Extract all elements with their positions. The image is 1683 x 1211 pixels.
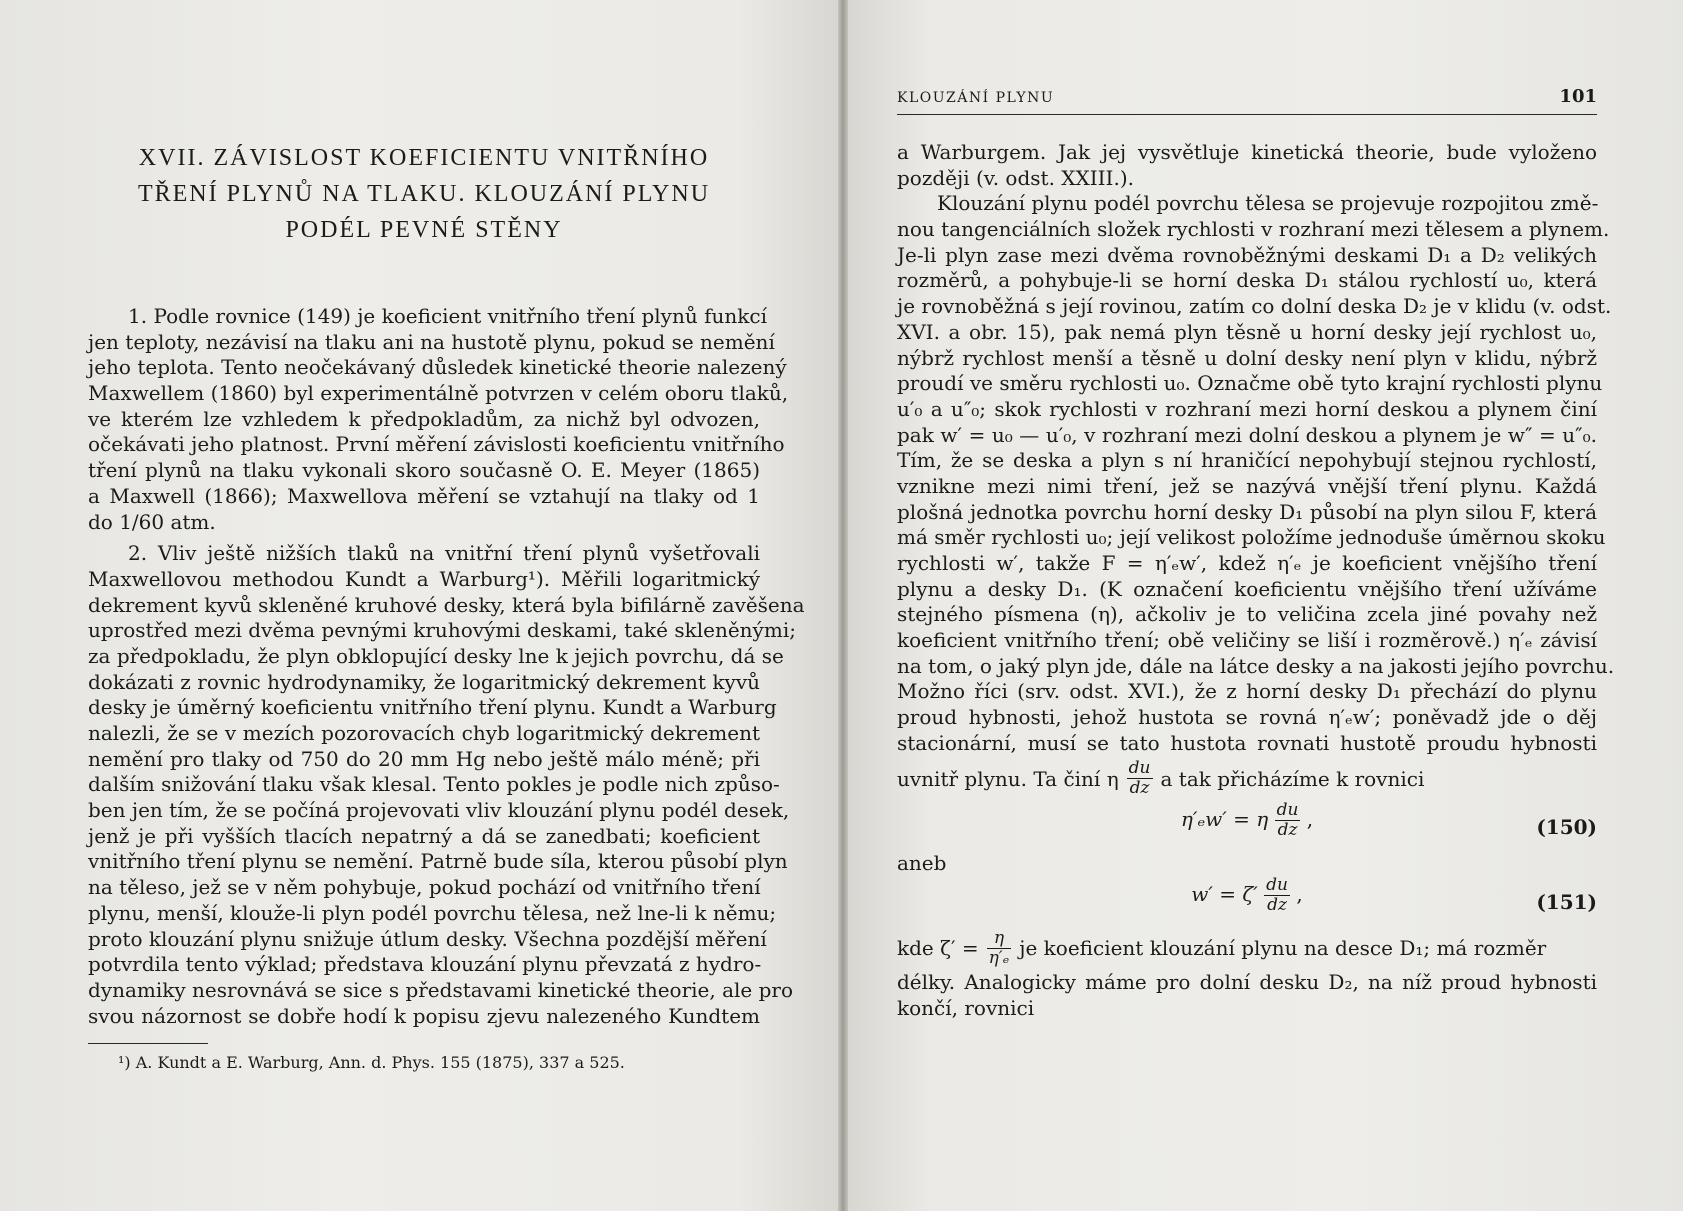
- text-line: nýbrž rychlost menší a těsně u dolní desky není plyn v klidu, nýbrž: [897, 345, 1597, 370]
- eq151-fraction: [1264, 876, 1290, 915]
- text-line: uprostřed mezi dvěma pevnými kruhovými deskami, také skleněnými;: [88, 618, 796, 643]
- paragraph-1: [88, 304, 789, 535]
- text-line: svou názornost se dobře hodí k popisu zjevu nalezeného Kundtem: [88, 1003, 760, 1028]
- text-line: dynamiky nesrovnává se sice s představami kinetické theorie, ale pro: [88, 977, 794, 1002]
- inline-eq-text-before: uvnitř plynu. Ta činí η: [897, 766, 1119, 791]
- inline-eq-text-after: a tak přicházíme k rovnici: [1160, 766, 1425, 791]
- text-line: do 1/60 atm.: [88, 509, 216, 534]
- text-line: vnitřního tření plynu se nemění. Patrně bude síla, kterou působí plyn: [88, 849, 788, 874]
- chapter-title-line-2: TŘENÍ PLYNŮ NA TLAKU. KLOUZÁNÍ PLYNU: [137, 181, 711, 207]
- aneb-word: aneb: [897, 850, 947, 875]
- eq150-numerator: du: [1276, 799, 1299, 820]
- text-line: koeficient vnitřního tření; obě veličiny se liší i rozměrově.) η′ₑ závisí: [897, 628, 1597, 653]
- paragraph-3: [897, 191, 1615, 756]
- eq150-right: ,: [1306, 806, 1314, 831]
- footnote-rule: [88, 1043, 208, 1044]
- chapter-title: [88, 140, 760, 248]
- text-line: a Warburgem. Jak jej vysvětluje kinetická theorie, bude vyloženo: [897, 140, 1597, 164]
- text-line: očekávati jeho platnost. První měření závislosti koeficientu vnitřního: [88, 432, 785, 457]
- text-line: rozměrů, a pohybuje-li se horní deska D₁ stálou rychlostí u₀, která: [897, 268, 1597, 293]
- text-line: nalezli, že se v mezích pozorovacích chyb logaritmický dekrement: [88, 721, 760, 745]
- text-line: jenž je při vyšších tlacích nepatrný a dá se zanedbati; koeficient: [88, 823, 760, 848]
- text-line: stejného písmena (η), ačkoliv je to veličina zcela jiné povahy než: [897, 602, 1597, 627]
- eq151-right: ,: [1296, 882, 1303, 907]
- text-line: plynu, menší, klouže-li plyn podél povrchu tělesa, než lne-li k němu;: [88, 900, 777, 925]
- text-line: na tom, o jaký plyn jde, dále na látce desky a na jakosti jejího povrchu.: [897, 653, 1615, 678]
- text-line: je rovnoběžná s její rovinou, zatím co dolní deska D₂ je v klidu (v. odst.: [897, 294, 1612, 319]
- text-line: Maxwellovou methodou Kundt a Warburg¹). Měřili logaritmický: [88, 566, 760, 591]
- text-line: potvrdila tento výklad; představa klouzání plynu převzatá z hydro-: [88, 952, 762, 977]
- eq151-numerator: du: [1266, 875, 1288, 896]
- text-line: a Maxwell (1866); Maxwellova měření se vztahují na tlaky od 1: [88, 483, 760, 508]
- text-line: stacionární, musí se tato hustota rovnati hustotě proudu hybnosti: [897, 730, 1597, 755]
- text-line: vznikne mezi nimi tření, jež se nazývá vnější tření plynu. Každá: [897, 473, 1597, 498]
- text-line: na těleso, jež se v něm pohybuje, pokud pochází od vnitřního tření: [88, 875, 761, 900]
- text-line: nou tangenciálních složek rychlosti v rozhraní mezi tělesem a plynem.: [897, 217, 1610, 242]
- left-page: [0, 0, 838, 1211]
- equation-number-151: (151): [1536, 890, 1597, 915]
- text-line: desky je úměrný koeficientu vnitřního tření plynu. Kundt a Warburg: [88, 695, 777, 720]
- fraction-denominator: dz: [1129, 778, 1150, 798]
- chapter-title-line-1: XVII. ZÁVISLOST KOEFICIENTU VNITŘNÍHO: [138, 145, 710, 171]
- text-line: jeho teplota. Tento neočekávaný důsledek kinetické theorie nalezený: [88, 355, 787, 380]
- text-line: za předpokladu, že plyn obklopující desky lne k jejich povrchu, dá se: [88, 643, 784, 668]
- right-text-column: [897, 140, 1615, 1022]
- text-line: proudí ve směru rychlosti u₀. Označme obě tyto krajní rychlosti plynu: [897, 371, 1603, 396]
- equation-151: [897, 876, 1597, 926]
- text-line: XVI. a obr. 15), pak nemá plyn těsně u horní desky její rychlost u₀,: [897, 319, 1597, 344]
- eq151-left: w′ = ζ′: [1191, 882, 1258, 907]
- running-head: [897, 88, 1597, 115]
- equation-number-150: (150): [1536, 814, 1597, 839]
- text-line: nemění pro tlaky od 750 do 20 mm Hg nebo ještě málo méně; při: [88, 746, 760, 771]
- eq150-fraction: [1275, 801, 1301, 840]
- text-line: 1. Podle rovnice (149) je koeficient vnitřního tření plynů funkcí: [128, 304, 767, 328]
- text-line: má směr rychlosti u₀; její velikost položíme jednoduše úměrnou skoku: [897, 525, 1606, 550]
- equation-150: [897, 801, 1597, 851]
- text-line: pak w′ = u₀ — u′₀, v rozhraní mezi dolní deskou a plynem je w″ = u″₀.: [897, 422, 1597, 447]
- text-line: plynu a desky D₁. (K označení koeficientu vnějšího tření užíváme: [897, 576, 1597, 601]
- eq151-denominator: dz: [1267, 895, 1287, 916]
- fraction-numerator: du: [1128, 758, 1151, 778]
- kde-line: [897, 926, 1597, 970]
- left-text-column: [88, 140, 805, 1074]
- inline-equation-line: [897, 757, 1597, 801]
- eq150-left: η′ₑw′ = η: [1180, 806, 1269, 831]
- kde-text-after: je koeficient klouzání plynu na desce D₁; má rozměr: [1019, 936, 1547, 961]
- text-line: dekrement kyvů skleněné kruhové desky, která byla bifilárně zavěšena: [88, 592, 805, 617]
- text-line: u′₀ a u″₀; skok rychlosti v rozhraní mezi horní deskou a plynem činí: [897, 396, 1597, 421]
- text-line: Možno říci (srv. odst. XVI.), že z horní desky D₁ přechází do plynu: [897, 679, 1597, 704]
- text-line: proud hybnosti, jehož hustota se rovná η′ₑw′; poněvadž jde o děj: [897, 705, 1597, 730]
- text-line: proto klouzání plynu snižuje útlum desky. Všechna pozdější měření: [88, 926, 767, 951]
- zeta-fraction: [987, 929, 1012, 968]
- text-line: dokázati z rovnic hydrodynamiky, že logaritmický dekrement kyvů: [88, 669, 760, 694]
- text-line: později (v. odst. XXIII.).: [897, 165, 1134, 190]
- text-line: končí, rovnici: [897, 995, 1035, 1020]
- text-line: délky. Analogicky máme pro dolní desku D₂, na níž proud hybnosti: [897, 970, 1597, 995]
- zeta-denominator: η′ₑ: [988, 947, 1010, 968]
- text-line: Tím, že se deska a plyn s ní hraničící nepohybují stejnou rychlostí,: [897, 448, 1597, 473]
- text-line: Klouzání plynu podél povrchu tělesa se projevuje rozpojitou změ-: [937, 191, 1599, 216]
- text-line: rychlosti w′, takže F = η′ₑw′, kdež η′ₑ je koeficient vnějšího tření: [897, 551, 1597, 575]
- page-number: 101: [1559, 86, 1597, 107]
- text-line: ben jen tím, že se počíná projevovati vliv klouzání plynu podél desek,: [88, 798, 790, 823]
- text-line: plošná jednotka povrchu horní desky D₁ působí na plyn silou F, která: [897, 499, 1597, 524]
- eq150-denominator: dz: [1277, 819, 1298, 840]
- right-page: [848, 0, 1683, 1211]
- text-line: 2. Vliv ještě nižších tlaků na vnitřní tření plynů vyšetřovali: [128, 541, 760, 566]
- paragraph-2: [88, 541, 805, 1029]
- running-head-title: KLOUZÁNÍ PLYNU: [897, 90, 1055, 106]
- text-line: Maxwellem (1860) byl experimentálně potvrzen v celém oboru tlaků,: [88, 381, 789, 406]
- footnote: ¹) A. Kundt a E. Warburg, Ann. d. Phys. 155 (1875), 337 a 525.: [118, 1053, 625, 1073]
- text-line: tření plynů na tlaku vykonali skoro současně O. E. Meyer (1865): [88, 458, 760, 483]
- book-gutter: [838, 0, 848, 1211]
- zeta-numerator: η: [987, 929, 1012, 949]
- text-line: jen teploty, nezávisí na tlaku ani na hustotě plynu, pokud se nemění: [88, 329, 775, 354]
- paragraph-continued: [897, 140, 1597, 191]
- final-lines: [897, 970, 1597, 1021]
- text-line: ve kterém lze vzhledem k předpokladům, za nichž byl odvozen,: [88, 406, 760, 431]
- kde-text-before: kde ζ′ =: [897, 936, 979, 961]
- fraction-du-dz: [1127, 759, 1153, 798]
- chapter-title-line-3: PODÉL PEVNÉ STĚNY: [285, 217, 563, 243]
- text-line: Je-li plyn zase mezi dvěma rovnoběžnými deskami D₁ a D₂ velikých: [897, 242, 1597, 267]
- text-line: dalším snižování tlaku však klesal. Tento pokles je podle nich způso-: [88, 772, 780, 797]
